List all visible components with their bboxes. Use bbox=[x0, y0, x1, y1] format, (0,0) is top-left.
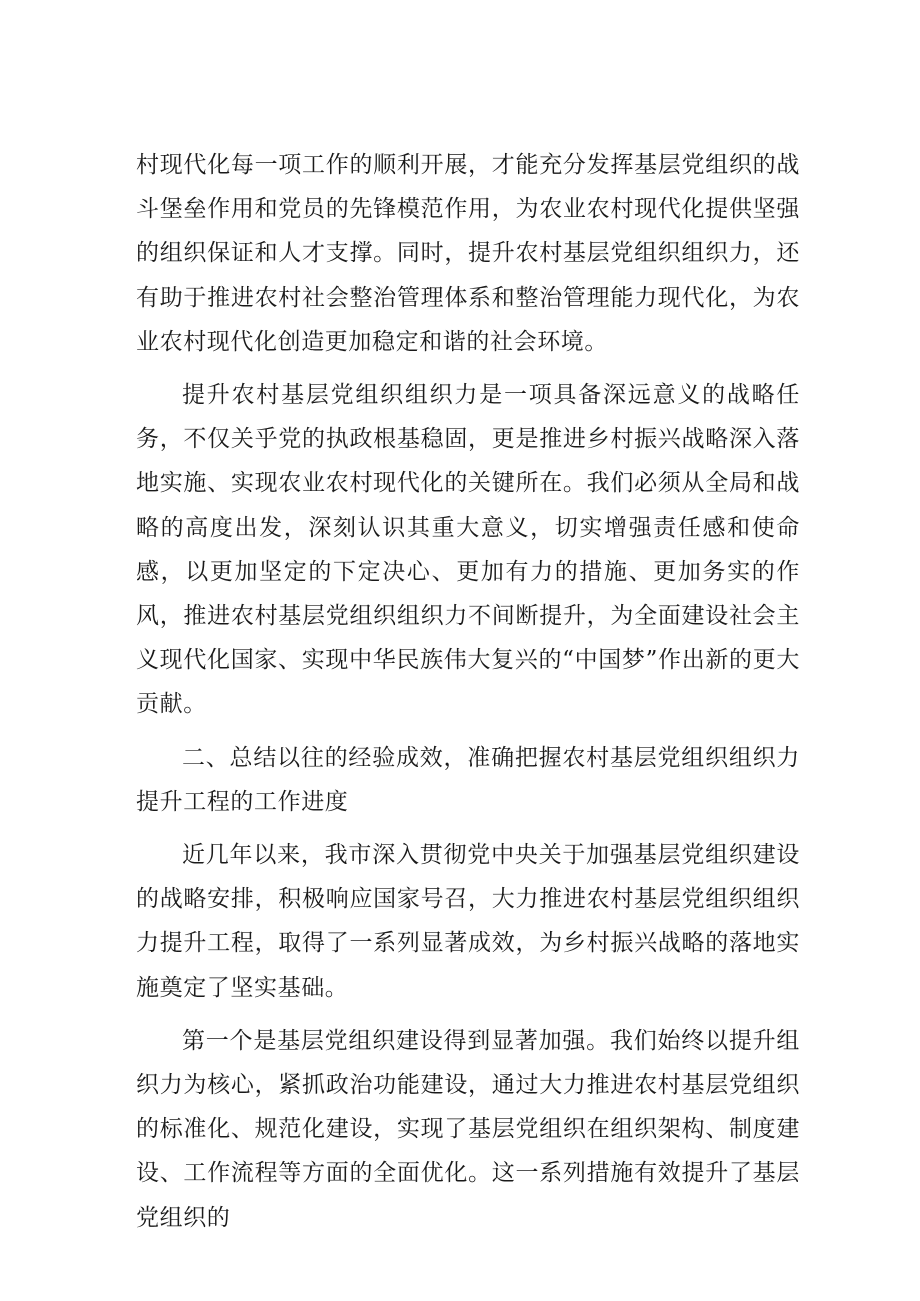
document-body bbox=[136, 143, 800, 1240]
paragraph-first-achievement: 第一个是基层党组织建设得到显著加强。我们始终以提升组织力为核心，紧抓政治功能建设，通过大力推进农村基层党组织的标准化、规范化建设，实现了基层党组织在组织架构、制度建设、工作流程等方面的全面优化。这一系列措施有效提升了基层党组织的 bbox=[136, 1027, 800, 1231]
paragraph-recent-years: 近几年以来，我市深入贯彻党中央关于加强基层党组织建设的战略安排，积极响应国家号召，大力推进农村基层党组织组织力提升工程，取得了一系列显著成效，为乡村振兴战略的落地实施奠定了坚实基础。 bbox=[136, 842, 800, 1001]
paragraph-strategic-task: 提升农村基层党组织组织力是一项具备深远意义的战略任务，不仅关乎党的执政根基稳固，更是推进乡村振兴战略深入落地实施、实现农业农村现代化的关键所在。我们必须从全局和战略的高度出发，深刻认识其重大意义，切实增强责任感和使命感，以更加坚定的下定决心、更加有力的措施、更加务实的作风，推进农村基层党组织组织力不间断提升，为全面建设社会主义现代化国家、实现中华民族伟大复兴的“中国梦”作出新的更大贡献。 bbox=[136, 382, 800, 718]
section-heading-two: 二、总结以往的经验成效，准确把握农村基层党组织组织力提升工程的工作进度 bbox=[136, 744, 800, 815]
paragraph-continuation: 村现代化每一项工作的顺利开展，才能充分发挥基层党组织的战斗堡垒作用和党员的先锋模范作用，为农业农村现代化提供坚强的组织保证和人才支撑。同时，提升农村基层党组织组织力，还有助于推进农村社会整治管理体系和整治管理能力现代化，为农业农村现代化创造更加稳定和谐的社会环境。 bbox=[136, 152, 800, 355]
